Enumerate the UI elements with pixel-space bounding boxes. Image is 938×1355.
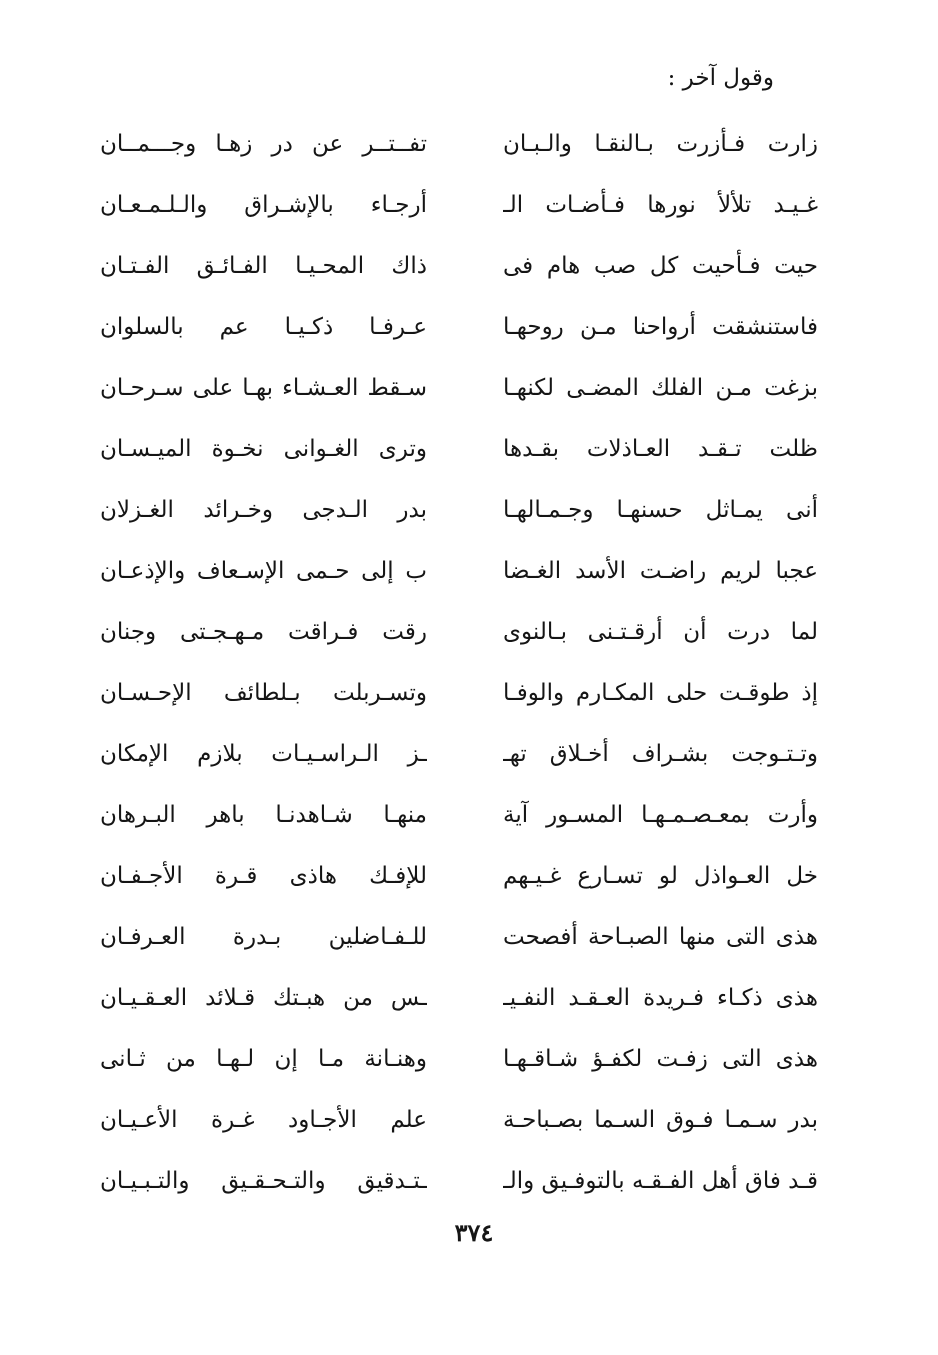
verse-line (0, 237, 938, 298)
second-hemistich: ذاك المحـيـا الفـائـق الفـتـان (100, 253, 427, 279)
first-hemistich: قـد فاق أهل الفـقـه بالتوفـيق والـ (503, 1168, 818, 1194)
first-hemistich: بدر سـمـا فـوق السـما بصـباحـة (503, 1107, 818, 1133)
verse-line (0, 1030, 938, 1091)
second-hemistich: علم الأجـاود غـرة الأعـيـان (100, 1107, 427, 1133)
second-hemistich: وترى الغـوانى نخـوة الميـسـان (100, 436, 427, 462)
page-number: ٣٧٤ (454, 1218, 494, 1247)
verse-line (0, 725, 938, 786)
second-hemistich: وهنـانة مـا إن لـهـا من ثـانى (100, 1046, 427, 1072)
first-hemistich: لما درت أن أرقـتـنى بـالنوى (503, 619, 818, 645)
second-hemistich: للـفـاضلين بـدرة العـرفـان (100, 924, 427, 950)
first-hemistich: هذى التى زفـت لكفـؤ شـاقـهـا (503, 1046, 818, 1072)
first-hemistich: ظلت تـقـد العـاذلات بقـدها (503, 436, 818, 462)
poem-heading: وقول آخر : (667, 65, 774, 91)
second-hemistich: وتسـربلت بـلطائف الإحـسـان (100, 680, 427, 706)
first-hemistich: هذى التى منها الصبـاحة أفصحت (503, 924, 818, 950)
first-hemistich: عجبا لريم راضـت الأسد الغـضا (503, 558, 818, 584)
first-hemistich: وتـتـوجت بشـراف أخـلاق تهـ (503, 741, 818, 767)
verse-line (0, 1091, 938, 1152)
verse-line (0, 603, 938, 664)
second-hemistich: للإفـك هاذى قـرة الأجـفـان (100, 863, 427, 889)
verse-line (0, 664, 938, 725)
second-hemistich: تفــتــر عن در زهـا وجـــمــان (100, 131, 427, 157)
second-hemistich: ـتـدقيق والتـحـقـيق والتـبـيـان (100, 1168, 427, 1194)
first-hemistich: غـيـد تلألأ نورها فـأضـات الـ (503, 192, 818, 218)
verse-line (0, 969, 938, 1030)
second-hemistich: بدر الـدجى وخـرائد الغـزلان (100, 497, 427, 523)
verse-line (0, 420, 938, 481)
verse-line (0, 847, 938, 908)
second-hemistich: ـز الـراسـيـات بلازم الإمكان (100, 741, 427, 767)
verse-line (0, 298, 938, 359)
verse-line (0, 908, 938, 969)
second-hemistich: منهـا شـاهدنـا باهر البـرهان (100, 802, 427, 828)
second-hemistich: رقت فـراقت مـهـجـتى وجنان (100, 619, 427, 645)
verse-line (0, 481, 938, 542)
first-hemistich: أنى يمـاثل حسنهـا وجـمـالهـا (503, 497, 818, 523)
second-hemistich: عـرفـا ذكـيـا عم بالسلوان (100, 314, 427, 340)
second-hemistich: أرجـاء بالإشـراق والـلـمـعـان (100, 192, 427, 218)
first-hemistich: خل العـواذل لو تسـارع غـيـهم (503, 863, 818, 889)
verse-line (0, 542, 938, 603)
verse-line (0, 176, 938, 237)
second-hemistich: سـقط العـشـاء بهـا على سـرحـان (100, 375, 427, 401)
verse-line (0, 1152, 938, 1213)
first-hemistich: وأرت بمعـصـمـهـا المسـور آية (503, 802, 818, 828)
second-hemistich: ـس من هبـتك قـلائد العـقـيـان (100, 985, 427, 1011)
verse-line (0, 115, 938, 176)
verse-line (0, 786, 938, 847)
first-hemistich: هذى ذكـاء فـريدة العـقـد النفـيـ (503, 985, 818, 1011)
first-hemistich: بزغت مـن الفلك المضـى لكنهـا (503, 375, 818, 401)
first-hemistich: زارت فـأزرت بـالنقـا والـبـان (503, 131, 818, 157)
first-hemistich: حيت فـأحيت كل صب هام فى (503, 253, 818, 279)
second-hemistich: ب إلى حـمى الإسـعاف والإذعـان (100, 558, 427, 584)
verse-line (0, 359, 938, 420)
first-hemistich: إذ طوقـت حلى المكـارم والوفـا (503, 680, 818, 706)
first-hemistich: فاستنشقت أرواحنا مـن روحهـا (503, 314, 818, 340)
